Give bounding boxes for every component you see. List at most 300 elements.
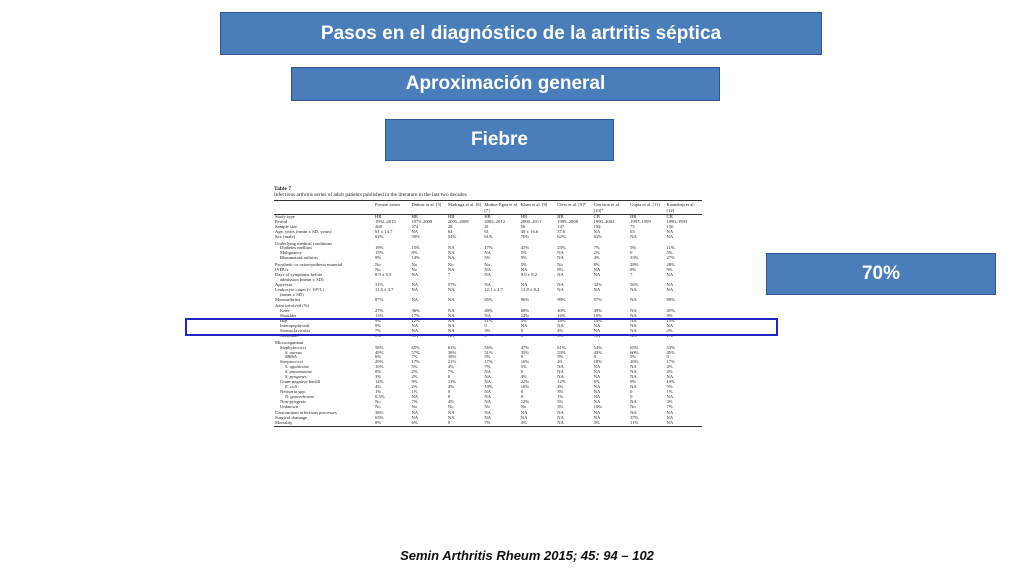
table-cell: 1% [666,333,673,338]
table-cell: NA [557,421,564,426]
table-cell: NA [557,256,564,261]
table-cell: No [484,404,490,409]
table-cell: 0 [520,355,524,360]
table-cell: 18% [593,404,603,409]
table-cell: 17% [484,360,493,365]
table-cell: NA [593,324,601,329]
table-cell: 7% [666,404,673,409]
table-cell: Streptococci [280,360,303,365]
table-header-cell: Clerc et al. [9]* [557,202,587,207]
table-cell: NA [484,268,491,273]
table-cell: 4% [447,399,454,404]
slide-subtitle: Aproximación general [291,67,720,101]
table-cell [447,240,483,247]
table-cell: 8% [630,268,637,273]
table-cell: 0 [520,328,524,333]
table-cell: 3% [557,404,564,409]
table-cell: NA [593,229,601,234]
table-cell: 36% [447,350,457,355]
table-cell [410,339,446,346]
table-cell: Gram-negative bacilli [280,380,321,384]
table-cell: NA [630,370,637,375]
table-cell: 2005–2009 [447,219,469,224]
table-cell: HB [520,214,528,219]
table-cell: 45% [666,309,675,314]
table-cell: 45% [666,350,675,355]
table-cell: NA [630,384,637,389]
table-cell: 2005–2012 [484,219,505,224]
table-cell: 53% [557,350,566,355]
table-cell: NA [447,251,455,256]
table-cell: No [375,262,381,268]
table-cell: NA [593,389,601,394]
table-cell: NA [520,410,528,416]
table-cell: 49 ± 16.6 [520,229,539,234]
table-cell: NA [630,328,637,333]
table-cell: 7% [447,370,454,375]
table-cell [410,302,446,309]
table-cell: NA [666,229,674,234]
table-cell: 61% [484,234,493,239]
table-cell: 49% [593,309,603,314]
table-cell: 29% [375,360,384,365]
table-cell: NA [593,394,601,399]
table-cell: 65% [630,345,639,350]
table-cell: NA [447,287,455,292]
table-cell: 5% [557,355,564,360]
table-cell: 1% [411,389,418,394]
table-cell: 4% [593,256,600,261]
table-cell: 33% [630,256,639,261]
table-cell: 5% [375,333,382,338]
table-cell: NA [630,234,637,239]
table-cell: No [411,268,418,273]
table-cell: NA [520,268,528,273]
table-cell: 7% [484,365,491,370]
table-cell: 5% [411,365,418,370]
table-cell: NA [630,410,637,416]
table-header-cell: Present series [375,202,401,207]
table-cell: NA [447,333,455,338]
literature-table [274,186,702,530]
table-cell: 20 [557,360,562,365]
table-cell: IVDUs [275,268,289,273]
table-cell: NA [411,297,419,302]
table-cell: NA [557,416,564,421]
table-cell: Prosthetic or osteosynthesis material [275,262,343,268]
table-cell: 4% [520,421,527,426]
table-cell: 62% [375,234,384,239]
table-header-cell [274,201,374,215]
table-cell: 56% [375,345,384,350]
table-cell: 54% [447,234,457,239]
table-cell: 0 [520,370,524,375]
series-table [274,200,702,427]
table-cell: 6% [411,421,418,426]
table-cell: HB [557,214,564,219]
table-cell [483,339,519,346]
table-cell: 38% [375,410,384,416]
table-cell: NA [593,333,601,338]
table-cell: 6% [375,355,382,360]
table-cell: 28% [666,262,675,268]
table-cell: 70% [520,234,530,239]
table-cell: Sex (male) [275,234,296,239]
table-cell: 7% [411,399,418,404]
table-cell: Age, years (mean ± SD, years) [275,229,332,234]
table-cell: 98% [557,297,566,302]
table-cell: 36% [411,309,420,314]
table-cell: Study type [275,214,295,219]
table-cell: 5% [520,365,527,370]
table-cell: 16% [557,314,566,319]
table-cell: 9% [666,314,673,319]
table-cell [483,240,519,247]
table-cell: NA [630,297,637,302]
table-cell: NA [666,287,674,292]
table-cell: 62% [557,234,566,239]
table-header-cell: Muñoz-Egea et al. [7] [484,202,519,213]
table-cell: NA [593,375,601,380]
table-cell: No [375,404,381,409]
table-cell: NA [593,268,601,273]
table-cell: 32% [593,282,603,287]
table-cell: 2% [411,370,418,375]
table-cell [374,302,410,309]
table-cell: NA [630,324,637,329]
table-cell: Sample size [275,224,298,229]
table-cell: NA [484,380,491,384]
table-cell: 0 [630,251,633,256]
table-cell: 1997–1999 [630,219,651,224]
table-cell: NA [666,421,674,426]
table-cell: 1% [557,333,564,338]
table-cell: NA [557,282,564,287]
table-cell: 9% [375,319,382,324]
table-cell: 0 [520,389,524,394]
table-cell: 9% [411,380,418,384]
table-cell: 12% [411,319,420,324]
apyrexia-highlight-frame [185,318,778,336]
table-cell: NA [411,333,419,338]
table-cell: 27% [666,256,675,261]
table-cell: 23% [557,246,566,251]
table-cell: S. pneumoniae [285,370,313,375]
table-cell: NA [447,416,455,421]
citation: Semin Arthritis Rheum 2015; 45: 94 – 102 [400,548,654,563]
table-cell: MRSA [285,355,297,360]
table-cell: NA [593,272,601,277]
table-cell: E. coli [285,384,297,389]
table-cell: 57% [447,282,457,287]
table-cell: 9% [630,380,637,384]
table-cell: 5% [520,262,527,268]
table-cell: 0 [484,324,487,329]
table-cell: 1992–2013 [375,219,396,224]
table-cell: 63% [593,234,603,239]
table-cell: Days of symptoms before [275,272,323,277]
table-cell: 3% [557,389,564,394]
table-cell: NA [447,410,455,416]
table-cell [447,339,483,346]
table-cell: 8% [375,324,382,329]
table-cell: 5% [666,251,673,256]
table-header-cell: Khan et al. [8] [520,202,548,207]
table-cell: 2% [411,375,418,380]
table-cell: 7% [484,421,491,426]
table-cell: Leukocyte count (× 10⁹/L) [275,287,324,292]
table-cell [520,240,556,247]
table-cell: 0 [630,394,633,399]
table-cell: 11% [447,380,457,384]
table-cell: No [411,404,418,409]
table-cell: 14% [375,380,384,384]
table-cell: 61% [447,345,457,350]
table-cell: 85% [484,297,493,302]
table-cell: 17% [484,246,493,251]
table-cell: 68% [520,309,530,314]
table-cell: 18% [593,360,603,365]
table-cell [666,339,703,346]
table-cell: 0 [593,355,596,360]
table-cell: NA [666,282,674,287]
table-cell: 8% [557,268,564,273]
table-cell: 97% [593,297,603,302]
table-header-cell: Geirsson et al. [10]* [593,202,621,213]
table-cell: 0 [447,421,451,426]
table-cell: NA [484,251,491,256]
table-cell: 3% [666,399,673,404]
table-cell: 15% [666,319,675,324]
table-cell: NA [484,394,491,399]
table-cell: 3% [593,421,600,426]
table-cell: 10% [593,314,603,319]
table-cell: 61 [484,229,489,234]
table-cell: 4% [520,375,527,380]
table-cell: HB [375,214,382,219]
table-cell: Sacroiliac [280,333,299,338]
table-cell: NA [557,375,564,380]
table-cell: NA [593,287,601,292]
table-cell: 0 [484,333,487,338]
table-cell: NA [666,234,674,239]
table-cell: NA [484,375,491,380]
table-cell: NA [447,324,455,329]
table-cell: NA [557,365,564,370]
table-cell: NA [484,282,491,287]
table-cell: 41 [484,224,489,229]
table-cell: 65% [411,345,420,350]
table-cell: No [375,399,381,404]
table-cell: 15% [375,251,384,256]
table-cell [556,240,592,247]
table-cell: 0.5% [375,394,385,399]
table-cell: 8.9 ± 9.5 [375,272,392,277]
table-cell: 11% [630,421,639,426]
table-cell: 7 [447,272,451,277]
table-cell: NA [447,314,455,319]
table-cell: NA [411,324,419,329]
table-cell: 147 [557,224,565,229]
step-fever-box: Fiebre [385,119,614,161]
table-cell: 28% [630,262,639,268]
table-cell: 10% [484,384,493,389]
table-cell: 1% [557,394,564,399]
table-cell: NA [666,272,674,277]
table-cell: Mortality [275,421,293,426]
table-cell: 54% [593,345,603,350]
table-cell: 184 [593,224,601,229]
table-cell: 63 [630,229,635,234]
table-cell [556,339,592,346]
table-cell [447,302,483,309]
table-cell: 96% [520,297,530,302]
table-cell: 17% [411,314,420,319]
table-cell: NA [447,246,455,251]
table-cell: NA [666,324,674,329]
table-cell: 12.1 ± 4.7 [484,287,503,292]
table-cell: 3% [375,375,382,380]
table-cell: NA [593,416,601,421]
table-cell: No [447,262,454,268]
table-cell: Surgical drainage [275,416,308,421]
table-cell: 61 ± 14.7 [375,229,393,234]
table-cell: Non-pyogenic [280,399,307,404]
table-cell: 75 [630,224,635,229]
table-cell: 43% [520,246,530,251]
table-row [274,261,702,268]
table-cell: NA [557,324,564,329]
table-cell [666,302,703,309]
table-cell: 21% [447,360,457,365]
table-cell: NA [484,389,491,394]
table-cell: 11.6 ± 4.7 [375,287,394,292]
table-cell: 9% [375,256,382,261]
table-cell: 37% [630,416,639,421]
table-cell: No [557,262,563,268]
table-cell [483,302,519,309]
table-cell: HB [484,214,491,219]
table-cell: 7% [411,355,418,360]
table-cell: NA [630,287,637,292]
table-cell: NA [411,394,419,399]
table-cell: 18% [447,355,457,360]
table-cell: NA [411,328,419,333]
table-cell: 13% [666,380,675,384]
table-cell: 0 [630,389,633,394]
table-cell: 5% [630,355,637,360]
table-cell: 28 [447,224,453,229]
table-cell: 8% [375,421,382,426]
table-cell: NA [593,370,601,375]
table-cell: NA [630,375,637,380]
table-cell: Diabetes mellitus [280,246,313,251]
table-cell: 4% [447,365,454,370]
table-cell: 1979–2008 [411,219,433,224]
table-cell: 374 [411,224,419,229]
table-cell: 7 [630,272,633,277]
table-cell: 53% [666,345,675,350]
table-cell: 12% [557,380,566,384]
table-cell: Period [275,219,287,224]
table-cell: NA [447,297,455,302]
table-cell: 5% [520,251,527,256]
table-cell: 3% [484,328,491,333]
table-cell: 9% [520,256,527,261]
table-cell: NA [484,410,491,416]
table-cell: Malignancy [280,251,302,256]
table-cell: 1990–2002 [593,219,615,224]
table-cell: 16% [520,360,530,365]
table-cell: 1990–1993 [666,219,688,224]
table-cell: 0 [447,375,451,380]
table-cell: NA [666,410,674,416]
table-cell: 4% [447,384,454,389]
table-cell: CB [593,214,600,219]
table-cell [374,339,410,346]
table-cell: 56% [484,345,493,350]
table-cell: 31% [375,282,384,287]
table-cell: NA [520,324,528,329]
table-cell: Rheumatoid arthritis [280,256,318,261]
table-cell: NA [557,251,564,256]
table-cell: 5% [520,319,527,324]
table-cell: 0 [520,333,524,338]
table-cell: 150 [666,224,674,229]
table-cell [629,302,665,309]
table-cell: NA [484,314,491,319]
table-cell: 7% [593,246,600,251]
table-row [274,240,702,247]
table-cell: 11% [484,319,493,324]
table-cell: NA [593,328,601,333]
table-cell: 14% [411,256,420,261]
table-cell: NA [666,416,674,421]
table-cell: NA [557,272,564,277]
table-title: Table 7 [274,186,292,192]
table-cell [629,240,665,247]
table-cell: NA [484,416,491,421]
table-cell: 19% [375,246,384,251]
table-cell: NA [593,399,601,404]
table-cell: 2% [411,384,418,389]
table-row [274,339,702,346]
table-cell: NA [666,375,674,380]
table-cell: 4% [375,384,382,389]
table-cell: 5% [484,355,491,360]
table-cell: Shoulder [280,314,297,319]
table-cell: Staphylococci [280,345,307,350]
table-cell: NA [411,416,419,421]
table-cell: NA [484,370,491,375]
table-cell [629,339,665,346]
table-cell: 17% [411,360,420,365]
table-cell: 4% [666,365,673,370]
table-cell: 61% [557,345,566,350]
table-cell: 5% [484,256,491,261]
table-cell: 15% [411,246,420,251]
table-cell: 11% [666,246,675,251]
table-cell: NA [666,394,674,399]
table-cell: 1999–2008 [557,219,578,224]
table-cell: 35% [520,350,530,355]
table-cell: 2000–2011 [520,219,542,224]
table-cell: 12% [520,314,530,319]
table-cell: 6% [593,380,600,384]
table-cell: 87% [375,297,384,302]
table-cell: Sternoclavicular [280,328,311,333]
table-cell: 43% [593,350,603,355]
